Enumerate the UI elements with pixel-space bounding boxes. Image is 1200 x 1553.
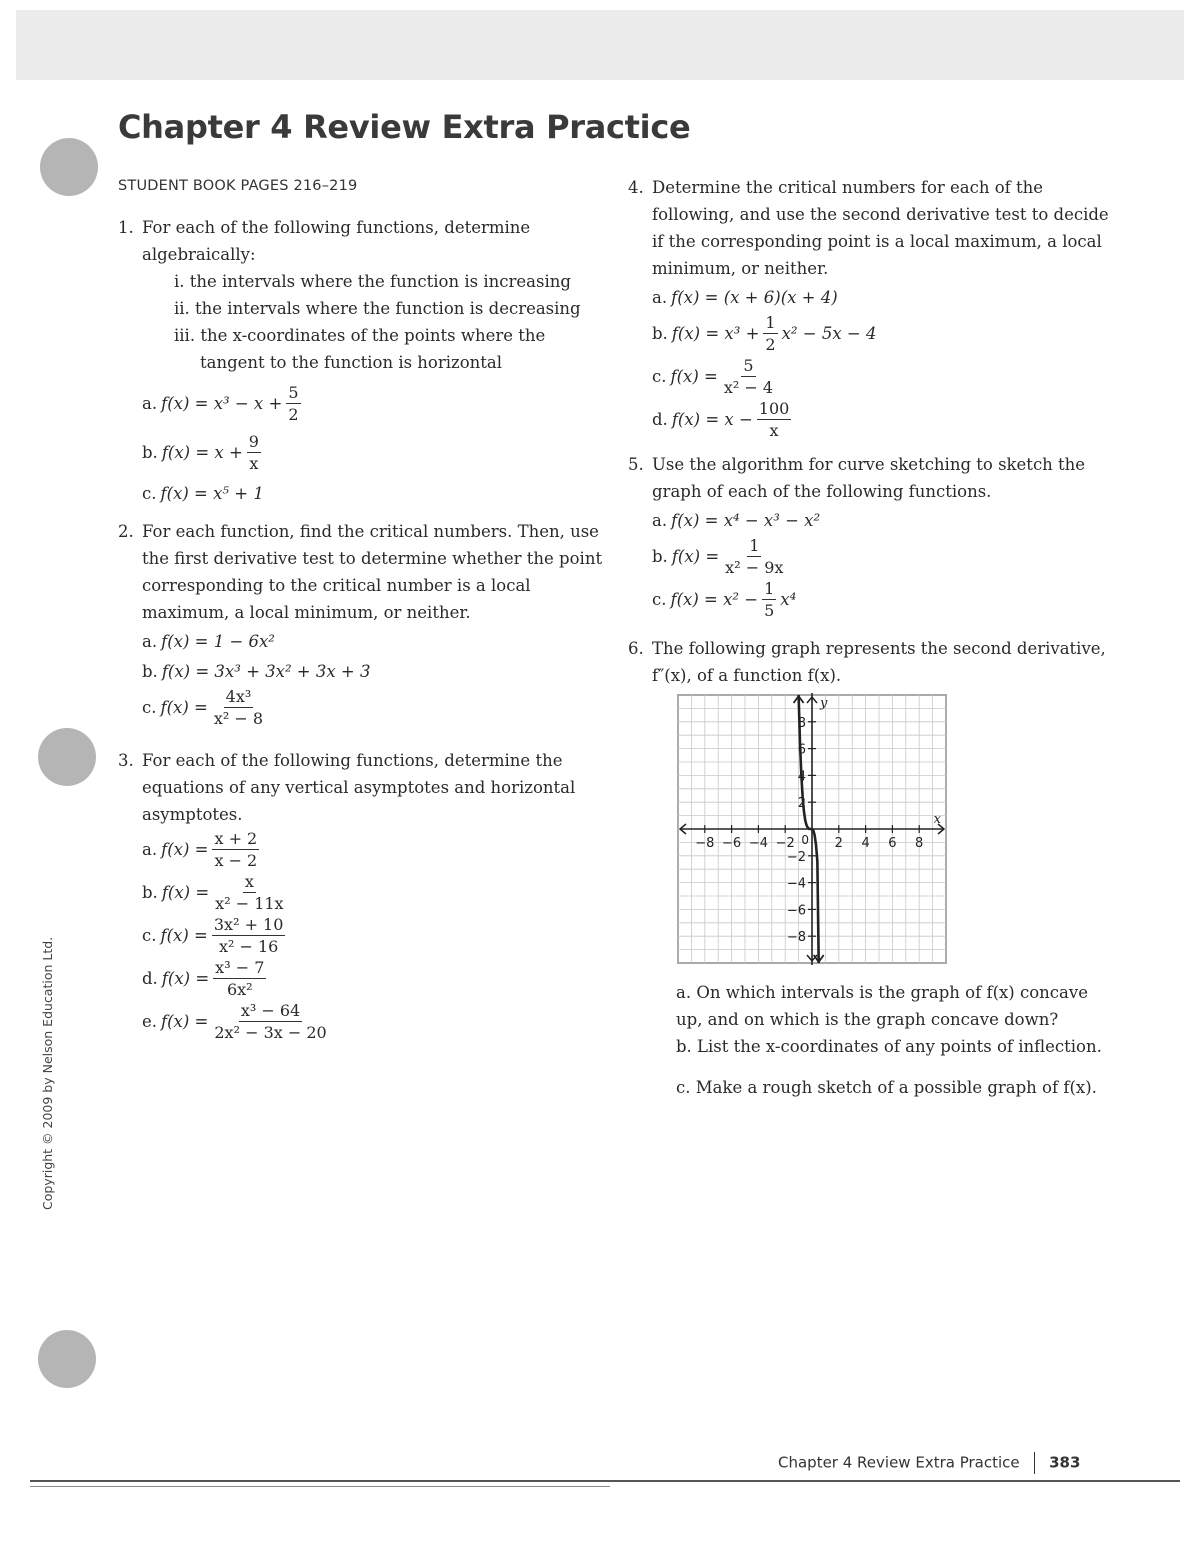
x-tick-label: 6	[888, 836, 897, 851]
part-b: b. List the x-coordinates of any points of inflection.	[676, 1037, 1102, 1056]
y-tick-label: −2	[786, 849, 806, 865]
question-1	[118, 214, 608, 508]
part-label: d.	[142, 969, 158, 988]
denominator: x² − 4	[723, 378, 774, 397]
part-c: c. Make a rough sketch of a possible graph of f(x).	[676, 1078, 1097, 1097]
y-tick-label: 4	[797, 769, 806, 785]
question-4	[628, 174, 1118, 441]
expression: f(x) =	[160, 926, 208, 945]
part-a	[142, 626, 608, 656]
part-a	[142, 828, 608, 871]
expression: f(x) = x⁵ + 1	[160, 483, 264, 503]
expression: f(x) = x³ +	[671, 324, 760, 343]
denominator: x² − 16	[218, 937, 279, 956]
fraction	[722, 355, 775, 398]
numerator: 100	[758, 399, 790, 418]
part-d	[142, 957, 608, 1000]
question-text: The following graph represents the second derivative, f″(x), of a function f(x).	[652, 639, 1106, 685]
denominator: x	[769, 421, 779, 440]
expression-rest: x⁴	[780, 590, 797, 609]
part-label: a.	[142, 840, 158, 859]
fraction	[286, 382, 300, 425]
footer-title: Chapter 4 Review Extra Practice	[778, 1453, 1020, 1472]
page-title: Chapter 4 Review Extra Practice	[118, 108, 691, 146]
fraction	[212, 914, 286, 957]
fraction	[723, 535, 785, 578]
numerator: 9	[248, 432, 259, 451]
expression: f(x) = x³ − x +	[161, 394, 283, 413]
part-label: c.	[652, 367, 667, 386]
fraction	[763, 312, 777, 355]
question-number: 5.	[628, 455, 644, 474]
part-e	[142, 1000, 608, 1043]
expression: f(x) =	[670, 367, 718, 386]
expression: f(x) = (x + 6)(x + 4)	[671, 287, 838, 307]
right-column	[628, 174, 1118, 1111]
question-5	[628, 451, 1118, 621]
part-label: b.	[142, 443, 158, 462]
origin-label: 0	[801, 833, 809, 847]
question-text: For each of the following functions, determine algebraically:	[142, 218, 531, 264]
fraction	[757, 398, 792, 441]
punch-hole-middle	[38, 728, 96, 786]
numerator: x	[244, 872, 254, 891]
question-text: For each function, find the critical numbers. Then, use the first derivative test to determine whether the point corresponding to the critical number is a local maximum, a local minimum, or neither.	[142, 522, 603, 622]
part-c	[142, 914, 608, 957]
punch-hole-bottom	[38, 1330, 96, 1388]
denominator: x² − 8	[213, 709, 264, 728]
numerator: 1	[764, 579, 775, 598]
part-c	[652, 578, 1118, 621]
part-d	[652, 398, 1118, 441]
part-a	[142, 382, 608, 425]
y-tick-label: 6	[797, 742, 806, 758]
x-tick-label: 2	[834, 836, 843, 851]
part-a	[652, 505, 1118, 535]
denominator: 2	[765, 335, 776, 354]
part-label: c.	[142, 483, 157, 503]
question-text: Use the algorithm for curve sketching to sketch the graph of each of the following functions.	[652, 455, 1086, 501]
x-tick-label: −6	[722, 836, 742, 851]
numerator: x³ − 7	[215, 958, 265, 977]
question-number: 1.	[118, 218, 134, 237]
denominator: x² − 9x	[725, 558, 784, 577]
question-2	[118, 518, 608, 729]
criterion-iii: iii. the x-coordinates of the points where the tangent to the function is horizontal	[174, 326, 546, 372]
denominator: x − 2	[214, 851, 258, 870]
part-label: a.	[652, 287, 668, 307]
part-label: e.	[142, 1012, 158, 1031]
expression: f(x) =	[160, 698, 208, 717]
question-text: Determine the critical numbers for each of the following, and use the second derivative test to decide if the corresponding point is a local maximum, a local minimum, or neither.	[652, 178, 1109, 278]
expression-rest: x² − 5x − 4	[781, 324, 877, 343]
numerator: 1	[749, 536, 760, 555]
student-book-pages: STUDENT BOOK PAGES 216–219	[118, 178, 358, 194]
x-tick-label: −2	[775, 836, 795, 851]
page-footer	[778, 1452, 1080, 1474]
numerator: 3x² + 10	[213, 915, 284, 934]
footer-divider	[1034, 1452, 1036, 1474]
part-label: c.	[142, 926, 157, 945]
part-c	[142, 478, 608, 508]
y-axis-label: y	[820, 696, 828, 711]
part-label: c.	[652, 590, 667, 609]
expression: f(x) = x² −	[670, 590, 759, 609]
x-tick-label: 4	[861, 836, 870, 851]
top-scan-band	[16, 10, 1184, 80]
part-label: d.	[652, 410, 668, 429]
x-axis-label: x	[933, 812, 941, 827]
criterion-i: i. the intervals where the function is increasing	[174, 272, 571, 291]
part-label: a.	[142, 394, 158, 413]
part-b	[142, 871, 608, 914]
y-tick-label: −8	[786, 930, 806, 946]
bottom-rule-thin	[30, 1486, 610, 1487]
expression: f(x) =	[161, 969, 210, 988]
part-a	[652, 282, 1118, 312]
fraction	[212, 686, 265, 729]
expression: f(x) = x +	[161, 443, 243, 462]
question-number: 6.	[628, 639, 644, 658]
question-6	[628, 635, 1118, 1101]
x-tick-label: −4	[748, 836, 768, 851]
fraction	[762, 578, 776, 621]
expression: f(x) = 1 − 6x²	[161, 631, 275, 651]
part-b	[142, 656, 608, 686]
bottom-rule	[30, 1480, 1180, 1482]
numerator: 4x³	[225, 687, 252, 706]
part-label: a.	[652, 510, 668, 530]
part-label: b.	[652, 547, 668, 566]
part-c	[142, 686, 608, 729]
expression: f(x) = x −	[671, 410, 753, 429]
fraction	[213, 871, 285, 914]
part-label: b.	[652, 324, 668, 343]
part-label: b.	[142, 661, 158, 681]
fraction	[212, 1000, 328, 1043]
part-label: c.	[142, 698, 157, 717]
x-tick-label: 8	[915, 836, 924, 851]
expression: f(x) =	[161, 840, 209, 859]
y-tick-label: 2	[797, 796, 806, 812]
expression: f(x) =	[671, 547, 720, 566]
part-c	[652, 355, 1118, 398]
denominator: 2x² − 3x − 20	[214, 1023, 327, 1042]
copyright-notice: Copyright © 2009 by Nelson Education Ltd.	[40, 936, 55, 1210]
question-3	[118, 747, 608, 1043]
x-tick-label: −8	[695, 836, 715, 851]
criterion-ii: ii. the intervals where the function is decreasing	[174, 299, 581, 318]
left-column	[118, 214, 608, 1053]
denominator: x	[249, 454, 259, 473]
fraction	[247, 431, 261, 474]
denominator: 2	[288, 405, 299, 424]
part-label: a.	[142, 631, 158, 651]
numerator: 1	[765, 313, 776, 332]
part-b	[142, 431, 608, 474]
question-number: 4.	[628, 178, 644, 197]
punch-hole-top	[40, 138, 98, 196]
graph-svg	[676, 693, 948, 965]
question-text: For each of the following functions, determine the equations of any vertical asymptotes and horizontal asymptotes.	[142, 751, 576, 824]
numerator: 5	[743, 356, 754, 375]
page-number: 383	[1049, 1453, 1081, 1472]
expression: f(x) =	[161, 883, 210, 902]
question-number: 3.	[118, 751, 134, 770]
expression: f(x) = x⁴ − x³ − x²	[671, 510, 821, 530]
fraction	[213, 957, 266, 1000]
y-tick-label: 8	[797, 715, 806, 731]
expression: f(x) = 3x³ + 3x² + 3x + 3	[161, 661, 371, 681]
part-label: b.	[142, 883, 158, 902]
y-tick-label: −6	[786, 903, 806, 919]
question-number: 2.	[118, 522, 134, 541]
second-derivative-graph	[676, 693, 948, 965]
numerator: 5	[288, 383, 299, 402]
denominator: x² − 11x	[215, 894, 284, 913]
numerator: x³ − 64	[240, 1001, 301, 1020]
expression: f(x) =	[161, 1012, 209, 1031]
part-b	[652, 535, 1118, 578]
numerator: x + 2	[214, 829, 258, 848]
fraction	[212, 828, 259, 871]
y-tick-label: −4	[786, 876, 806, 892]
denominator: 5	[764, 601, 775, 620]
denominator: 6x²	[226, 980, 253, 999]
part-b	[652, 312, 1118, 355]
part-a: a. On which intervals is the graph of f(x) concave up, and on which is the graph concave down?	[676, 983, 1088, 1029]
